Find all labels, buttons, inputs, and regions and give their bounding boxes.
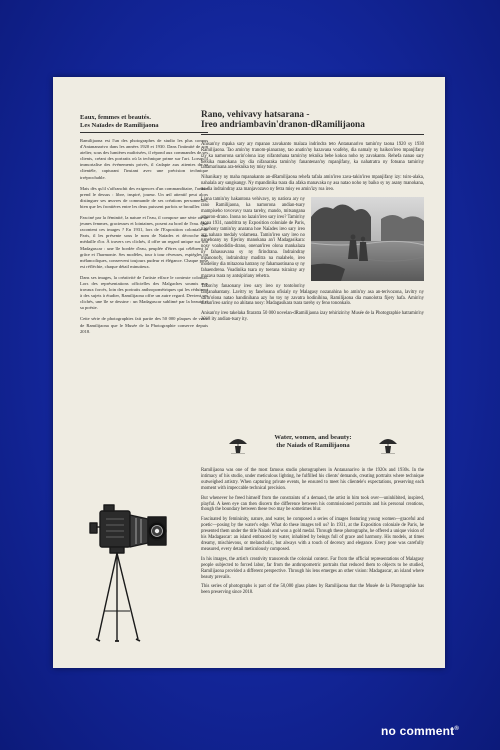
french-title (80, 114, 208, 130)
vintage-camera-illustration (86, 499, 178, 643)
malagasy-paragraph-5: Anisan'ny ireo takelaka fitaratra 50 000 novelan-dRamilijaona izay tehirizin'ny Musée de la Photographie hatramin'ny 2018 ity andian-tsary ity. (201, 311, 424, 323)
naiads-photo (311, 197, 424, 281)
umbrella-woman-icon (378, 436, 398, 454)
english-banner (228, 433, 398, 461)
french-paragraph-4: Dans ses images, la créativité de l'artiste efface le contexte colonial. Lors des représentations officielles des Malgaches soumis aux travaux forcés, loin des portraits anthropométriques qui les réduisent à des sujets à étudier, Ramilijaona offre un autre regard. Devient ses clichés, une île se dessine : un Madagascar sublimé par la beauté et sa poésie. (80, 274, 208, 311)
english-title (266, 434, 360, 450)
malagasy-paragraph-2: Nihanikary ny maha mpanakanto an-dRamilijaona rehefa tafala amin'ireo zava-takin'ireo mpanjifany izy: tsiro-alaka, nahalala ary sangisangy. Ny mpandinika tsara dia afaka manavaka ny asa natao noho ny baiko sy ny asany manokana, na dia indraindray aza manjavozavo ny fetra misy eo amin'izy roa ireo. (201, 175, 424, 193)
registered-mark: ® (454, 726, 459, 732)
english-paragraph-4: In his images, the artist's creativity transcends the colonial context. Far from the official representations of Malagasy people subjected to forced labor, far from the anthropometric portraits that reduced them to objects to be studied, Ramilijaona provided a different perspective. Through his lens emerges an other vision: Madagascar, an island where beauty prevails. (201, 556, 424, 580)
french-paragraph-5: Cette série de photographies fait partie des 50 000 plaques de verre de Ramilijaona que le Musée de la Photographie conserve depuis 2018. (80, 316, 208, 334)
english-paragraph-3: Fascinated by femininity, nature, and water, he composed a series of images featuring young women—graceful and poetic—posing by the water's edge. What do these images tell us? In 1931, at the Exposition coloniale de Paris, he presented them under the title Naiads and won a gold medal. Through these photographs, he offered a unique vision of his Madagascar: an island embraced by water, inhabited by beings full of grace and harmony. His models, at times dreamy, mischievous, or melancholic, but always with a touch of decency and elegance. Every pose was carefully measured, every detail meticulously composed. (201, 517, 424, 552)
french-title-rule (80, 132, 208, 133)
exhibition-panel (53, 77, 445, 668)
umbrella-woman-icon (228, 436, 248, 454)
no-comment-logo (381, 724, 459, 738)
naiads-photo-image (311, 197, 424, 281)
malagasy-heading (201, 110, 424, 131)
english-paragraph-2: But whenever he freed himself from the constraints of a demand, the artist in him took over—uninhibited, inspired, playful. A keen eye can then discern the difference between his commissioned portraits and his personal creations, though the boundary between these two may be sometimes blur. (201, 495, 424, 513)
malagasy-heading-line-2: Ireo andriambavin'dranon-dRamilijaona (201, 120, 365, 131)
french-title-line-1: Eaux, femmes et beautés. (80, 114, 151, 121)
malagasy-paragraph-3: Liana tamin'ny hakantona vehivavy, ny natiora ary ny rano Ramilijaona, ka namorona andian-tsary mampiseho tovovavy tsara tarehy, mando, mitsangana amoron-drano. Inona no lazain'ireo sary ireo? Tamin'ny taona 1931, nandritra ny Exposition coloniale de Paris, nasehony tamin'ny anarana hoe Naïades ireo sary ireo ary nahazo medaly volamena. Tamin'ireo sary ireo no nanehoany ny fijeriny manokana an'i Madagasikara: nosy voahodidin-drano, onenan'ireo olona mankalaza ny fahasoavana sy ny firindrana. Indraindray mpanonofy, indraindray maditra na malahelo, ireo modeliny dia mitazona hatrany ny fahamaotinana sy ny fahaendrena. Voadinika tsara ny toerana tsirairay ary mazava tsara ny antsipiriany rehetra. (201, 197, 306, 279)
french-column (80, 114, 208, 340)
malagasy-paragraph-4: Takon'ny fanaonany ireo sary ireo ny tontolon'ny fanjanahantany. Lavitry ny fanehoana ofisialy ny Malagasy nozanahina ho amin'ny asa an-terivozona, lavitry ny sarin'olona natao handinihana azy ho toy ny zavatra hodinihina, Ramilijaona dia manolotra fijery hafa. Amin'ny alalan'ireo sariny no ahitana nosy: Madagasikara tsara tarehy sy feno tononkalo. (201, 283, 424, 307)
english-column (201, 468, 424, 600)
french-paragraph-1: Ramilijaona est l'un des photographes de studio les plus connus d'Antananarivo dans les années 1920 et 1930. Dans l'intimité de son atelier, sous des lumières maîtrisées, il répond aux commandes de ses clients, créant des portraits où la technique prime sur l'art. Lorsqu'il immortalise des événements privés, il s'adapte aux attentes de sa clientèle, capturant l'instant avec une précision technique irréprochable. (80, 138, 208, 180)
logo-text: no comment (381, 724, 455, 738)
english-title-line-2: the Naiads of Ramilijaona (276, 442, 350, 449)
french-title-line-2: Les Naïades de Ramilijaona (80, 122, 159, 129)
malagasy-paragraph-1: Anisan'ny mpaka sary ary mpanao zavakanto malaza indrindra teto Antananarivo tamin'ny taona 1920 sy 1930 Ramilijaona. Tao amin'ny tranom-pianarany, tao anatin'ny hazavana voafehy, dia namaly ny baikon'ireo mpanjifany izy ka namorona sarin'olona izay nifantohana tamin'ny teknika bebe kokoa noho ny zavakanto. Rehefa nanao sary hetsika manokana izy dia nifanaraka tamin'ny fanantenan'ny mpanjifany, ka nahatratra ny fotoana tamin'ny fahamarinana ara-teknika tsy misy tsiny. (201, 141, 424, 171)
english-paragraph-1: Ramilijaona was one of the most famous studio photographers in Antananarivo in the 1920s and 1930s. In the intimacy of his studio, under meticulous lighting, he fulfilled his clients' demands, creating portraits where technique outweighed artistry. When capturing private events, he ensured to meet his clientele's expectations, preserving each moment with impeccable technical precision. (201, 468, 424, 491)
french-paragraph-2: Mais dès qu'il s'affranchit des exigences d'un commanditaire, l'artiste prend le dessus : libre, inspiré, joueur. Un œil attentif peut alors distinguer ses œuvres de commande de ses créations personnelles, bien que les frontières entre les deux puissent parfois se brouiller. (80, 185, 208, 209)
malagasy-heading-line-1: Rano, vehivavy hatsarana - (201, 110, 310, 120)
malagasy-heading-rule (201, 134, 424, 135)
english-paragraph-5: This series of photographs is part of the 50,000 glass plates by Ramilijaona that the Musée de la Photographie has been preserving since 2018. (201, 584, 424, 596)
english-title-line-1: Water, women, and beauty: (274, 434, 352, 441)
french-paragraph-3: Fasciné par la féminité, la nature et l'eau, il compose une série où de jeunes femmes, gracieuses et lointaines, posent au bord de l'eau. Que racontent ces images ? En 1931, lors de l'Exposition coloniale de Paris, il les présente sous le nom de Naïades et décroche une médaille d'or. À travers ces clichés, il offre un regard unique sur son Madagascar : une île bordée d'eau, peuplée d'êtres qui célèbrent la grâce et l'harmonie. Ses modèles, tour à tour rêveuses, espiègles ou mélancoliques, conservent toujours pudeur et élégance. Chaque pose est réfléchie, chaque détail minutieux. (80, 215, 208, 269)
malagasy-column (201, 110, 424, 327)
